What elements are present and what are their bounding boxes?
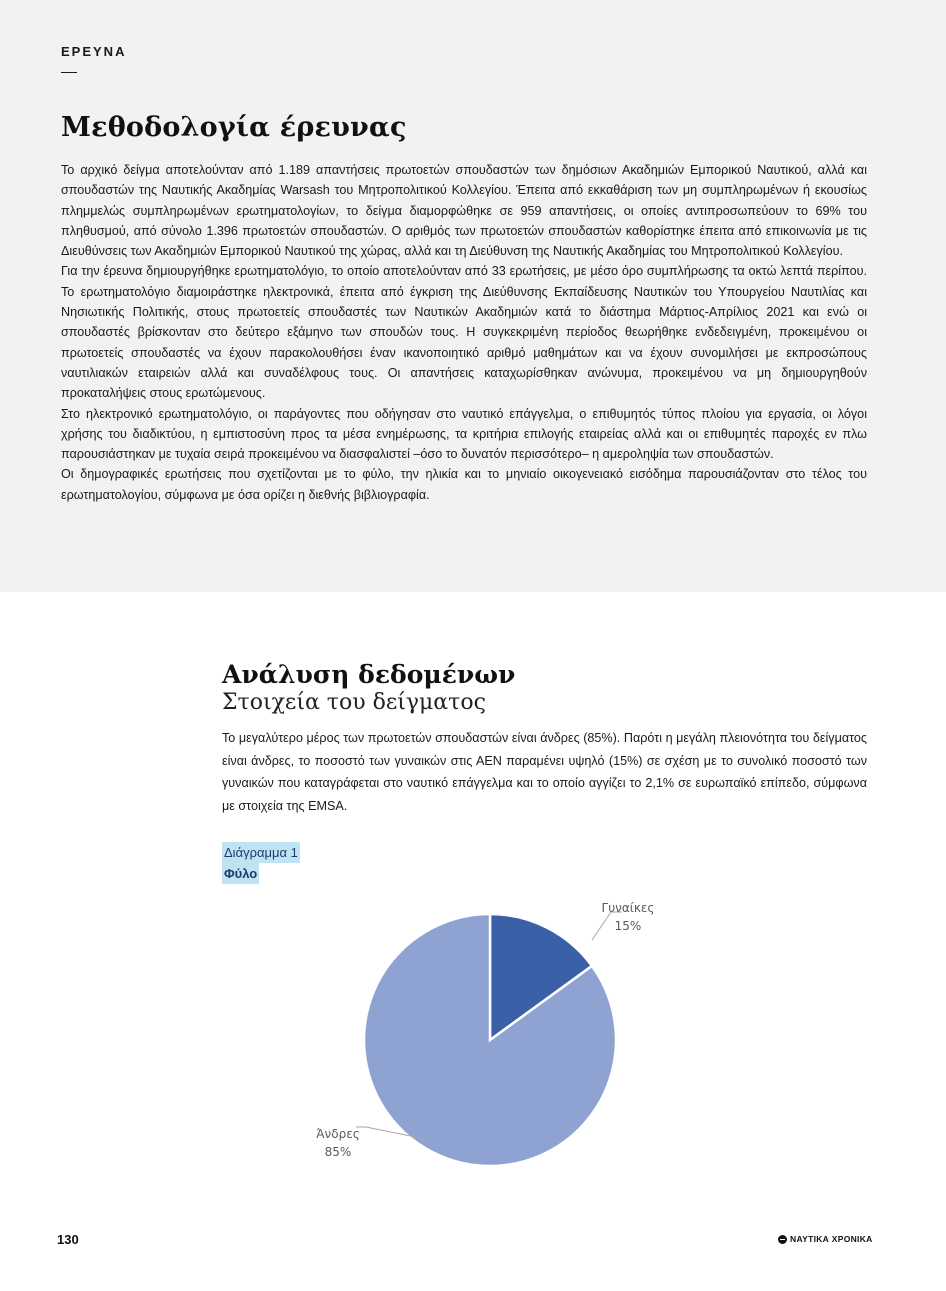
analysis-body: Το μεγαλύτερο μέρος των πρωτοετών σπουδαστών είναι άνδρες (85%). Παρότι η μεγάλη πλειονότητα του δείγματος είναι άνδρες, το ποσοστό των γυναικών στις ΑΕΝ παραμένει υψηλό (15%) σε σχέση με το συνολικό ποσοστό των γυναικών που καταγράφεται στο ναυτικό επάγγελμα και το οποίο αγγίζει το 2,1% σε ευρωπαϊκό επίπεδο, σύμφωνα με στοιχεία της EMSA. (222, 731, 867, 813)
methodology-paragraph: Για την έρευνα δημιουργήθηκε ερωτηματολόγιο, το οποίο αποτελούνταν από 33 ερωτήσεις, με μέσο όρο συμπλήρωσης τα οκτώ λεπτά περίπου. Το ερωτηματολόγιο διαμοιράστηκε ηλεκτρονικά, έπειτα από έγκριση της Διεύθυνσης Εκπαίδευσης Ναυτικών του Υπουργείου Ναυτιλίας και Νησιωτικής Πολιτικής, στους πρωτοετείς σπουδαστές των Ναυτικών Ακαδημιών κατά το διάστημα Μάρτιος-Απρίλιος 2021 και ενώ οι σπουδαστές βρίσκονταν στο δεύτερο εξάμηνο των σπουδών τους. Η συγκεκριμένη περίοδος θεωρήθηκε ενδεδειγμένη, προκειμένου οι πρωτοετείς σπουδαστές να έχουν παρακολουθήσει έναν ικανοποιητικό αριθμό μαθημάτων και να έχουν συνομιλήσει με εκπροσώπους ναυτιλιακών εταιρειών αλλά και συναδέλφους τους. Οι απαντήσεις καταχωρίσθηκαν ανώνυμα, προκειμένου να μη δημιουργηθούν προκαταλήψεις στους ερωτώμενους. (61, 264, 867, 401)
brand (778, 1234, 873, 1244)
page-number: 130 (57, 1232, 79, 1247)
methodology-body (61, 160, 867, 505)
methodology-paragraph: Στο ηλεκτρονικό ερωτηματολόγιο, οι παράγοντες που οδήγησαν στο ναυτικό επάγγελμα, ο επιθυμητός τύπος πλοίου για εργασία, οι λόγοι χρήσης του διαδικτύου, η εμπιστοσύνη προς τα μέσα ενημέρωσης, τα κριτήρια επιλογής εταιρείας αλλά και οι επιθυμητές παροχές εν πλω παρουσιάστηκαν με τυχαία σειρά προκειμένου να διασφαλιστεί –όσο το δυνατόν περισσότερο– η αμεροληψία των σπουδαστών. (61, 406, 867, 462)
diagram-label: Διάγραμμα 1 (222, 842, 300, 863)
pie-chart-svg (250, 880, 710, 1180)
slice-name-label: Άνδρες (316, 1127, 360, 1141)
analysis-subtitle: Στοιχεία του δείγματος (222, 690, 486, 715)
analysis-title: Ανάλυση δεδομένων (222, 660, 516, 689)
slice-value-label: 15% (614, 919, 642, 933)
gender-pie-chart (250, 880, 710, 1180)
brand-logo-icon (778, 1235, 787, 1244)
methodology-section (0, 0, 946, 592)
diagram-caption (222, 842, 300, 884)
methodology-paragraph: Οι δημογραφικές ερωτήσεις που σχετίζονται με το φύλο, την ηλικία και το μηνιαίο οικογενειακό εισόδημα παρουσιάζονταν στο τέλος του ερωτηματολογίου, σύμφωνα με όσα ορίζει η διεθνής βιβλιογραφία. (61, 467, 867, 502)
slice-name-label: Γυναίκες (601, 901, 655, 915)
section-label: ΕΡΕΥΝΑ (61, 44, 127, 59)
methodology-title: Μεθοδολογία έρευνας (61, 112, 407, 143)
brand-name: ΝΑΥΤΙΚΑ ΧΡΟΝΙΚΑ (790, 1234, 873, 1244)
methodology-paragraph: Το αρχικό δείγμα αποτελούνταν από 1.189 απαντήσεις πρωτοετών σπουδαστών των δημόσιων Ακαδημιών Εμπορικού Ναυτικού, αλλά και σπουδαστών της Ναυτικής Ακαδημίας Warsash του Μητροπολιτικού Κολλεγίου. Έπειτα από εκκαθάριση των μη συμπληρωμένων ή εκουσίως πλημμελώς συμπληρωμένων ερωτηματολογίων, το δείγμα διαμορφώθηκε σε 959 απαντήσεις, οι οποίες αντιπροσωπεύουν το 69% του πληθυσμού, από σύνολο 1.396 πρωτοετών σπουδαστών. Ο αριθμός των πρωτοετών σπουδαστών καθορίστηκε έπειτα από επικοινωνία με τις Διευθύνσεις των Ακαδημιών Εμπορικού Ναυτικού της χώρας, αλλά και τη Διεύθυνση της Ναυτικής Ακαδημίας του Μητροπολιτικού Κολλεγίου. (61, 163, 867, 259)
slice-value-label: 85% (324, 1145, 352, 1159)
diagram-title: Φύλο (222, 863, 259, 884)
section-rule (61, 72, 77, 73)
